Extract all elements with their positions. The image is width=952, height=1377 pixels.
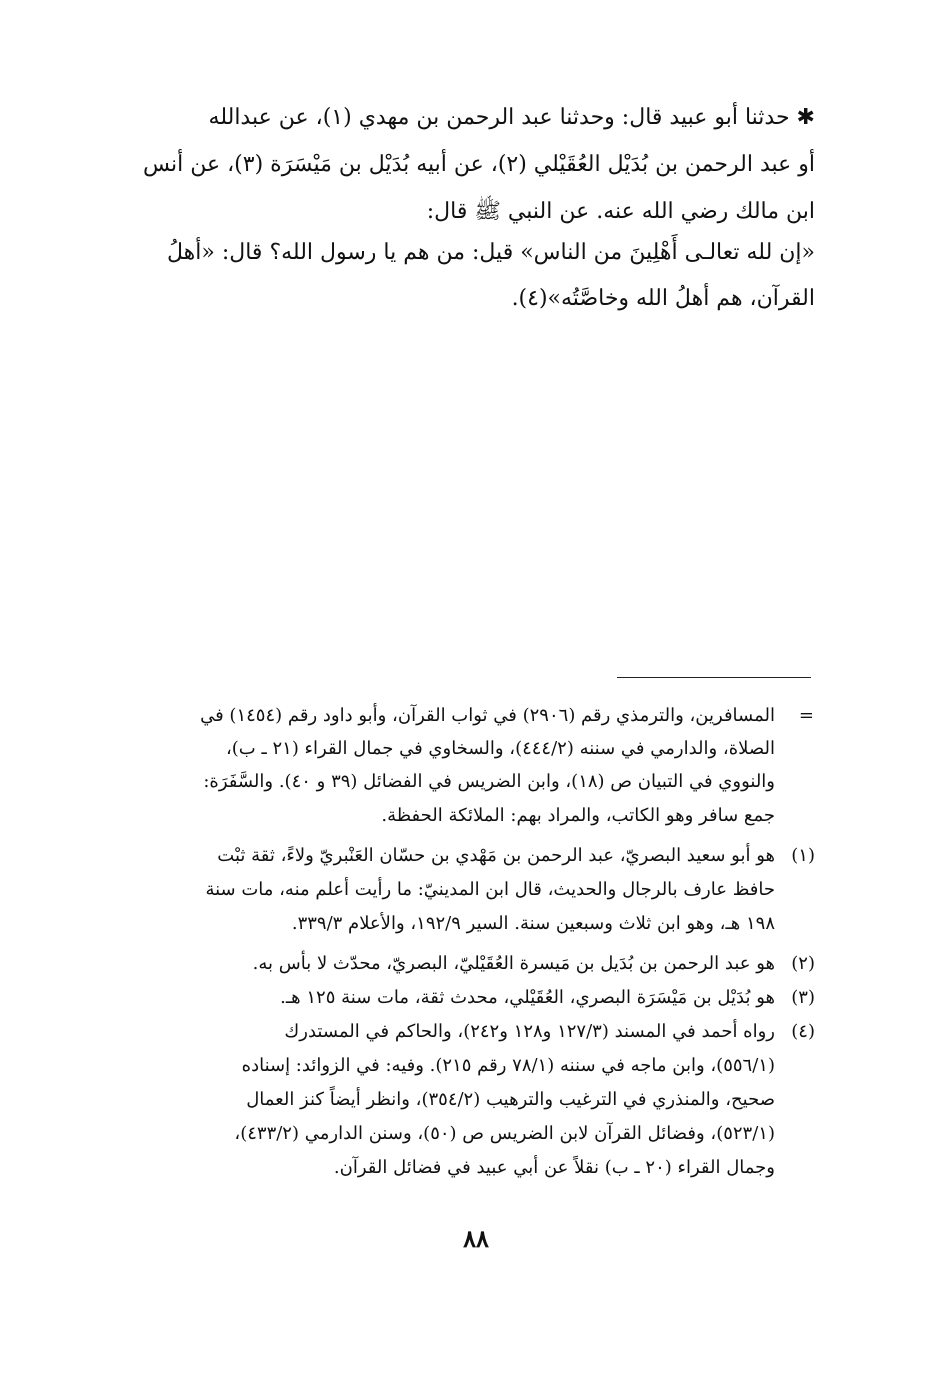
footnote-number: (٢): [791, 953, 815, 974]
footnote-line: هو بُدَيْل بن مَيْسَرَة البصري، العُقَيْلي، محدث ثقة، مات سنة ١٢٥ هـ.: [280, 987, 775, 1008]
footnote-separator: [617, 677, 811, 678]
footnote-line: صحيح، والمنذري في الترغيب والترهيب (٣٥٤/٢)، وانظر أيضاً كنز العمال: [246, 1089, 775, 1110]
footnote-line: هو أبو سعيد البصريّ، عبد الرحمن بن مَهْدي بن حسّان العَنْبريّ ولاءً، ثقة ثبْت: [217, 845, 775, 866]
footnote-number: (٤): [791, 1021, 815, 1042]
main-text-line-3: ابن مالك رضي الله عنه. عن النبي ﷺ قال:: [426, 199, 815, 224]
main-text-line-5: القرآن، هم أهلُ الله وخاصَّتُه»(٤).: [511, 286, 815, 311]
footnote-line: ١٩٨ هـ، وهو ابن ثلاث وسبعين سنة. السير ١٩٢/٩، والأعلام ٣٣٩/٣.: [291, 913, 775, 934]
main-text-line-1: ✱ حدثنا أبو عبيد قال: وحدثنا عبد الرحمن بن مهدي (١)، عن عبدالله: [208, 105, 815, 130]
footnote-number: (٣): [791, 987, 815, 1008]
footnote-line: (٥٥٦/١)، وابن ماجه في سننه (٧٨/١ رقم ٢١٥). وفيه: في الزوائد: إسناده: [241, 1055, 775, 1076]
footnote-continuation-line: جمع سافر وهو الكاتب، والمراد بهم: الملائكة الحفظة.: [381, 805, 775, 826]
footnote-number: (١): [791, 845, 815, 866]
footnote-line: حافظ عارف بالرجال والحديث، قال ابن المدينيّ: ما رأيت أعلم منه، مات سنة: [205, 879, 775, 900]
footnote-line: (٥٢٣/١)، وفضائل القرآن لابن الضريس ص (٥٠)، وسنن الدارمي (٤٣٣/٢)،: [234, 1123, 775, 1144]
footnote-line: رواه أحمد في المسند (١٢٧/٣ و١٢٨ و٢٤٢)، والحاكم في المستدرك: [284, 1021, 775, 1042]
main-text-line-4: «إن لله تعالـى أَهْلِينَ من الناس» قيل: من هم يا رسول الله؟ قال: «أهلُ: [167, 240, 815, 265]
footnote-line: هو عبد الرحمن بن بُدَيل بن مَيسرة العُقَيْليّ، البصريّ، محدّث لا بأس به.: [252, 953, 775, 974]
footnote-continuation-line: المسافرين، والترمذي رقم (٢٩٠٦) في ثواب القرآن، وأبو داود رقم (١٤٥٤) في: [200, 705, 775, 726]
continuation-mark: =: [798, 705, 814, 726]
footnote-continuation-line: والنووي في التبيان ص (١٨)، وابن الضريس في الفضائل (٣٩ و ٤٠). والسَّفَرَة:: [203, 771, 775, 792]
page-number: ٨٨: [463, 1224, 489, 1253]
footnote-line: وجمال القراء (٢٠ ـ ب) نقلاً عن أبي عبيد في فضائل القرآن.: [333, 1157, 775, 1178]
footnote-continuation-line: الصلاة، والدارمي في سننه (٤٤٤/٢)، والسخاوي في جمال القراء (٢١ ـ ب)،: [225, 738, 775, 759]
main-text-line-2: أو عبد الرحمن بن بُدَيْل العُقَيْلي (٢)، عن أبيه بُدَيْل بن مَيْسَرَة (٣)، عن أنس: [142, 152, 815, 177]
